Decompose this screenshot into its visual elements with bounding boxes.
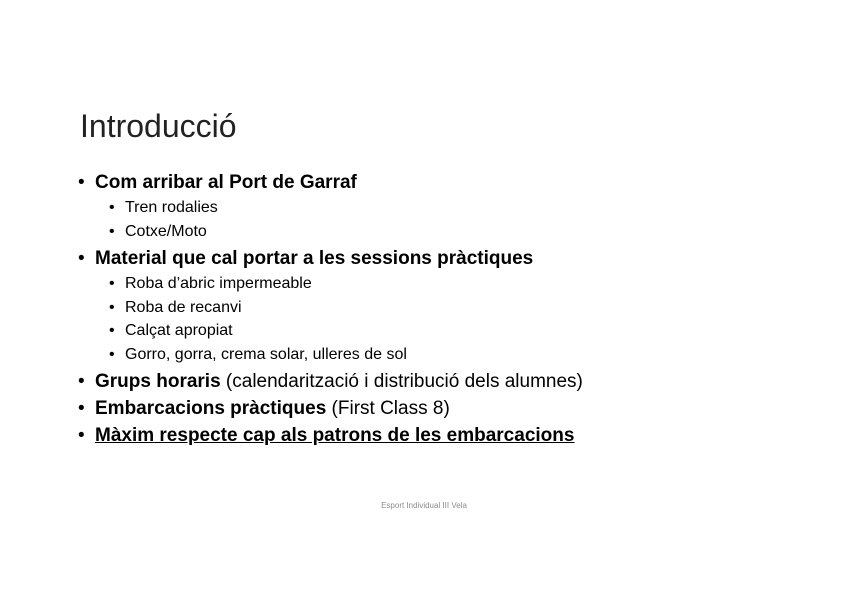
bullet-icon: •	[78, 248, 85, 269]
bullet-text: Com arribar al Port de Garraf	[95, 172, 357, 193]
bullet-icon: •	[78, 398, 85, 419]
sub-bullet-text: Roba de recanvi	[125, 298, 242, 316]
bullet-item-transport	[78, 169, 778, 196]
sub-bullet-item	[78, 343, 778, 367]
bullet-list	[78, 169, 778, 449]
bullet-detail: (calendarització i distribució dels alumnes)	[220, 371, 583, 392]
bullet-icon: •	[78, 425, 85, 446]
bullet-icon: •	[109, 322, 115, 339]
bullet-text: Material que cal portar a les sessions pràctiques	[95, 248, 534, 269]
bullet-item-material	[78, 245, 778, 272]
bullet-item-boats	[78, 395, 778, 422]
sub-bullet-text: Roba d’abric impermeable	[125, 275, 312, 292]
bullet-text: Màxim respecte cap als patrons de les embarcacions	[95, 425, 575, 446]
slide-title: Introducció	[80, 108, 237, 144]
sub-bullet-item	[78, 272, 778, 296]
bullet-item-groups	[78, 368, 778, 395]
sub-bullet-item	[78, 220, 778, 244]
bullet-icon: •	[109, 298, 115, 316]
sub-bullet-item	[78, 196, 778, 220]
subitem-group-transport	[78, 196, 778, 243]
bullet-icon: •	[78, 371, 85, 392]
sub-bullet-text: Cotxe/Moto	[125, 222, 207, 240]
bullet-item-respect	[78, 422, 778, 449]
bullet-icon: •	[78, 172, 85, 193]
bullet-icon: •	[109, 345, 115, 363]
sub-bullet-text: Calçat apropiat	[125, 322, 233, 339]
sub-bullet-item	[78, 319, 778, 343]
slide-footer: Esport Individual III Vela	[381, 501, 467, 510]
sub-bullet-list	[78, 272, 778, 366]
sub-bullet-item	[78, 296, 778, 320]
sub-bullet-text: Gorro, gorra, crema solar, ulleres de sol	[125, 345, 407, 363]
bullet-detail: (First Class 8)	[326, 398, 450, 419]
subitem-group-material	[78, 272, 778, 366]
bullet-text: Embarcacions pràctiques	[95, 398, 327, 419]
sub-bullet-text: Tren rodalies	[125, 199, 218, 216]
sub-bullet-list	[78, 196, 778, 243]
bullet-icon: •	[109, 222, 115, 240]
bullet-text: Grups horaris	[95, 371, 221, 392]
bullet-icon: •	[109, 275, 115, 292]
bullet-icon: •	[109, 199, 115, 216]
